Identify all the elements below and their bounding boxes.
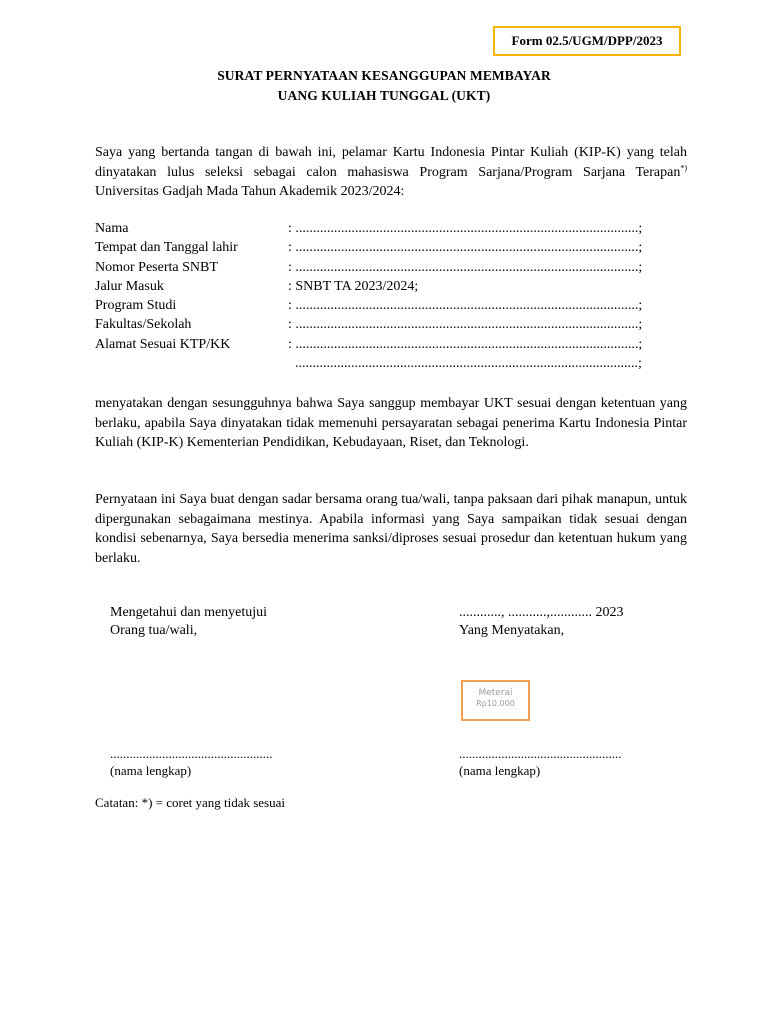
statement-paragraph: menyatakan dengan sesungguhnya bahwa Saya sanggup membayar UKT sesuai dengan ketentuan yang berlaku, apabila Saya dinyatakan tidak memenuhi persayaratan sebagai penerima Kartu Indonesia Pintar Kuliah (KIP-K) Kementerian Pendidikan, Kebudayaan, Riset, dan Teknologi. <box>95 396 687 450</box>
footnote-marker: *) <box>680 162 687 172</box>
field-row-tempat-tanggal-lahir <box>95 238 642 257</box>
field-label: Program Studi <box>95 298 177 314</box>
right-sign-role: Yang Menyatakan, <box>459 623 565 638</box>
field-row-program-studi <box>95 296 642 315</box>
document-title-line1: SURAT PERNYATAAN KESANGGUPAN MEMBAYAR <box>217 68 551 83</box>
left-signature-line: .................................................. <box>110 746 273 761</box>
left-sign-role: Orang tua/wali, <box>110 623 198 638</box>
field-row-fakultas <box>95 315 642 334</box>
right-full-name: (nama lengkap) <box>459 763 541 778</box>
field-label: Nama <box>95 221 129 236</box>
field-label: Tempat dan Tanggal lahir <box>95 240 238 256</box>
field-value: : ..................................................................................................; <box>288 317 643 333</box>
field-value: : ..................................................................................................; <box>288 259 643 275</box>
field-value: : ..................................................................................................; <box>288 336 643 352</box>
right-signature-line: .................................................. <box>459 746 622 761</box>
field-row-alamat-cont <box>95 354 642 373</box>
document-title-line2: UANG KULIAH TUNGGAL (UKT) <box>277 88 491 103</box>
field-label: Alamat Sesuai KTP/KK <box>95 336 231 352</box>
date-place-line: ............, ...........,............ 2023 <box>459 605 624 620</box>
field-value: ..................................................................................................; <box>288 356 642 372</box>
meterai-label: Meterai <box>478 688 513 698</box>
intro-paragraph <box>95 143 687 202</box>
declaration-paragraph: Pernyataan ini Saya buat dengan sadar bersama orang tua/wali, tanpa paksaan dari pihak manapun, untuk dipergunakan sebagaimana mestinya. Apabila informasi yang Saya sampaikan tidak sesuai dengan kondisi sebenarnya, Saya bersedia menerima sanksi/diproses sesuai prosedur dan ketentuan hukum yang berlaku. <box>95 492 687 566</box>
field-row-alamat <box>95 335 642 354</box>
field-row-nama <box>95 219 642 238</box>
field-label: Nomor Peserta SNBT <box>95 259 218 275</box>
field-value: : SNBT TA 2023/2024; <box>288 278 419 294</box>
field-value: : ..................................................................................................; <box>288 221 643 236</box>
field-row-jalur-masuk <box>95 277 642 296</box>
intro-text-part2: Universitas Gadjah Mada Tahun Akademik 2023/2024: <box>95 184 405 199</box>
intro-text-part1: Saya yang bertanda tangan di bawah ini, pelamar Kartu Indonesia Pintar Kuliah (KIP-K) yang telah dinyatakan lulus seleksi sebagai calon mahasiswa Program Sarjana/Program Sarjana Terapan <box>95 145 687 180</box>
form-code: Form 02.5/UGM/DPP/2023 <box>511 33 663 48</box>
form-code-box <box>493 26 681 56</box>
field-value: : ..................................................................................................; <box>288 240 643 256</box>
field-value: : ..................................................................................................; <box>288 298 643 314</box>
footnote: Catatan: *) = coret yang tidak sesuai <box>95 795 285 810</box>
field-label: Fakultas/Sekolah <box>95 317 192 333</box>
meterai-value: Rp10.000 <box>476 699 515 708</box>
field-row-nomor-peserta <box>95 258 642 277</box>
left-sign-heading: Mengetahui dan menyetujui <box>110 605 268 620</box>
field-label: Jalur Masuk <box>95 278 164 294</box>
identity-fields <box>95 219 642 373</box>
field-label <box>95 354 288 373</box>
meterai-stamp <box>461 680 530 721</box>
left-full-name: (nama lengkap) <box>110 763 192 778</box>
